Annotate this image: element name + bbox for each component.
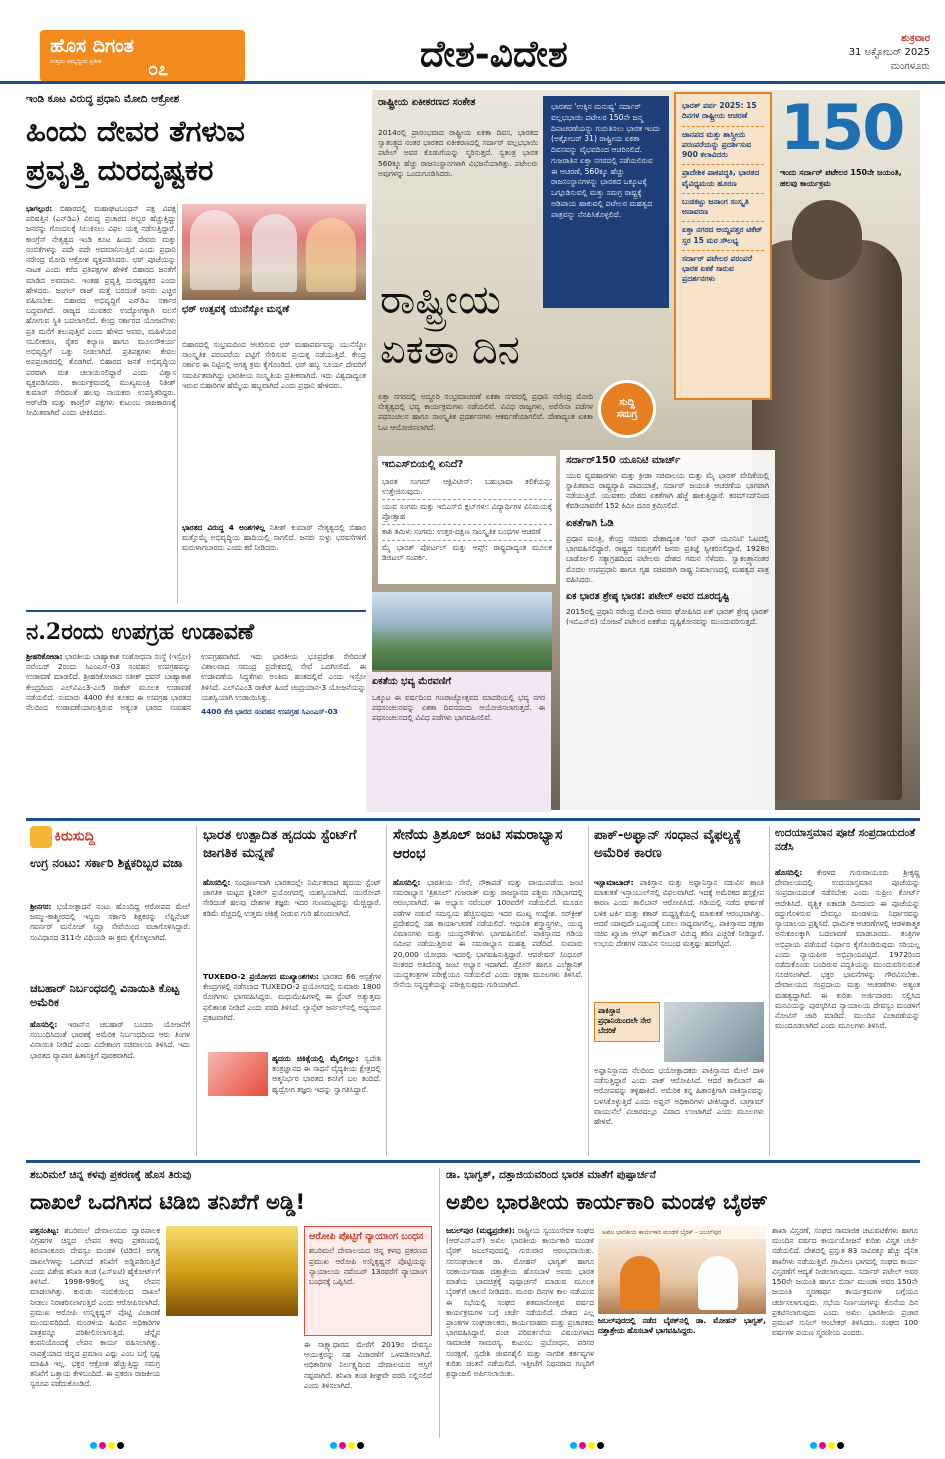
- print-register-marks: [810, 1442, 870, 1452]
- rss-photo-caption: ಜಬಲ್‌ಪುರದಲ್ಲಿ ನಡೆದ ಬೈಠಕ್‌ನಲ್ಲಿ ಡಾ. ಮೋಹನ್ ಭಾಗ್ವತ್, ದತ್ತಾತ್ರೇಯ ಹೊಸಬಾಳೆ ಭಾಗವಹಿಸಿದ್ದರು.: [598, 1316, 766, 1336]
- rss-meeting-photo: [598, 1226, 766, 1314]
- column-divider: [386, 826, 387, 1156]
- lead-kicker: ಇಂಡಿ ಕೂಟ ವಿರುದ್ಧ ಪ್ರಧಾನಿ ಮೋದಿ ಆಕ್ರೋಶ: [26, 93, 180, 105]
- lead-body: ಭಾಗಲ್ಪುರ: ಬಿಹಾರದಲ್ಲಿ ಮಹಾಘಟಬಂಧನ್ ಪಕ್ಷ ವಿಪಕ್ಷ ಪರಿಷತ್ತಿನ (ಎನ್‌ಡಿಎ) ವಿರುದ್ಧ ಪ್ರಚಾರದ ಅಬ್ಬರ ಹೆಚ್ಚುತ್ತಿದ್ದು ಜನರನ್ನು ಗೊಂದಲಕ್ಕೆ ಸಿಲುಕಿಸಲು ವಿಫಲ ಯತ್ನ ನಡೆಸುತ್ತಿದ್ದಾರೆ. ಕಾಂಗ್ರೆಸ್ ನೇತೃತ್ವದ ಇಂಡಿ ಕೂಟ ಹಿಂದು ದೇವರು ಮತ್ತು ನಂಬಿಕೆಗಳನ್ನು ಪದೇ ಪದೇ ಅವಮಾನಿಸುತ್ತಿದೆ ಎಂದು ಪ್ರಧಾನಿ ನರೇಂದ್ರ ಮೋದಿ ಆಕ್ರೋಶ ವ್ಯಕ್ತಪಡಿಸಿದರು. ಛಠ್ ಪೂಜೆಯನ್ನು ನಾಟಕ ಎಂದು ಕರೆದ ಪ್ರತಿಪಕ್ಷಗಳ ಹೇಳಿಕೆ ಬಿಹಾರದ ಜನತೆಗೆ ಮಾಡಿದ ಅವಮಾನ. ಇಂತಹ ಪ್ರವೃತ್ತಿ ದುರದೃಷ್ಟಕರ ಎಂದು ಹೇಳಿದರು. ಜಂಗಲ್ ರಾಜ್ ಮತ್ತೆ ಬರದಂತೆ ಜನರು ಎಚ್ಚರ ವಹಿಸಬೇಕು. ಬಿಹಾರದ ಅಭಿವೃದ್ಧಿಗೆ ಎನ್‌ಡಿಎ ಸರ್ಕಾರ ಬದ್ಧವಾಗಿದೆ. ರಾಜ್ಯದ ಯುವಕರು ಉದ್ಯೋಗಕ್ಕಾಗಿ ವಲಸೆ ಹೋಗುವ ಸ್ಥಿತಿ ಬದಲಾಗಲಿದೆ. ಕೇಂದ್ರ ಸರ್ಕಾರದ ಯೋಜನೆಗಳು ಪ್ರತಿ ಮನೆಗೆ ತಲುಪುತ್ತಿವೆ ಎಂದು ಹೇಳಿದ ಅವರು, ಮಹಿಳೆಯರ ಸಬಲೀಕರಣ, ರೈತರ ಕಲ್ಯಾಣ ಹಾಗೂ ಮೂಲಸೌಕರ್ಯ ಅಭಿವೃದ್ಧಿಗೆ ಒತ್ತು ನೀಡಲಾಗಿದೆ. ಪ್ರತಿಪಕ್ಷಗಳು ಕೇವಲ ಅಪಪ್ರಚಾರದಲ್ಲಿ ತೊಡಗಿವೆ. ಬಿಹಾರದ ಜನತೆ ಅಭಿವೃದ್ಧಿಯ ಪರವಾಗಿ ಮತ ಚಲಾಯಿಸಲಿದ್ದಾರೆ ಎಂದು ವಿಶ್ವಾಸ ವ್ಯಕ್ತಪಡಿಸಿದರು. ಕಾರ್ಯಕ್ರಮದಲ್ಲಿ ಮುಖ್ಯಮಂತ್ರಿ ನಿತೀಶ್ ಕುಮಾರ್ ಸೇರಿದಂತೆ ಹಲವು ನಾಯಕರು ಉಪಸ್ಥಿತರಿದ್ದರು. ಆರ್‌ಜೆಡಿ ಮತ್ತು ಕಾಂಗ್ರೆಸ್ ಪಕ್ಷಗಳು ಕುಟುಂಬ ರಾಜಕಾರಣಕ್ಕೆ ಸೀಮಿತವಾಗಿವೆ ಎಂದು ಟೀಕಿಸಿದರು.: [26, 204, 176, 418]
- bharat-parv-list: [674, 92, 772, 400]
- potti-box: ಆರೋಪಿ ಪೊಟ್ಟಿಗೆ ನ್ಯಾಯಾಂಗ ಬಂಧನ ಶಬರಿಮಲೆ ದೇವಾಲಯದ ಚಿನ್ನ ಕಳವು ಪ್ರಕರಣದ ಪ್ರಮುಖ ಆರೋಪಿ ಉನ್ನಿಕೃಷ್ಣನ್ ಪೊಟ್ಟಿಯನ್ನು ನ್ಯಾಯಾಲಯ ನವೆಂಬರ್ 13ರವರೆಗೆ ನ್ಯಾಯಾಂಗ ಬಂಧನಕ್ಕೆ ಒಪ್ಪಿಸಿದೆ.: [304, 1226, 432, 1336]
- stent-photo: [208, 1052, 268, 1096]
- satellite-body: ಶ್ರೀಹರಿಕೋಟಾ: ಭಾರತೀಯ ಬಾಹ್ಯಾಕಾಶ ಸಂಶೋಧನಾ ಸಂಸ್ಥೆ (ಇಸ್ರೋ) ನವೆಂಬರ್ 2ರಂದು ಸಿಎಂಎಸ್-03 ಸಂವಹನ ಉಪಗ್ರಹವನ್ನು ಉಡಾವಣೆ ಮಾಡಲಿದೆ. ಶ್ರೀಹರಿಕೋಟಾದ ಸತೀಶ್ ಧವನ್ ಬಾಹ್ಯಾಕಾಶ ಕೇಂದ್ರದಿಂದ ಎಲ್‌ವಿಎಂ3-ಎಂ5 ರಾಕೆಟ್ ಮೂಲಕ ಉಡಾವಣೆ ನಡೆಯಲಿದೆ. ಸುಮಾರು 4400 ಕೆಜಿ ತೂಕದ ಈ ಉಪಗ್ರಹ ಭಾರತದ ನೆಲದಿಂದ ಉಡಾವಣೆಯಾಗುತ್ತಿರುವ ಅತ್ಯಂತ ಭಾರದ ಸಂವಹನ ಉಪಗ್ರಹವಾಗಿದೆ. ಇದು ಭಾರತೀಯ ಭೂಪ್ರದೇಶ ಸೇರಿದಂತೆ ವಿಶಾಲವಾದ ಸಮುದ್ರ ಪ್ರದೇಶದಲ್ಲಿ ಸೇವೆ ಒದಗಿಸಲಿದೆ. ಈ ಉಡಾವಣೆಯ ಸಿದ್ಧತೆಗಳು ಅಂತಿಮ ಹಂತದಲ್ಲಿವೆ ಎಂದು ಇಸ್ರೋ ತಿಳಿಸಿದೆ. ಎಲ್‌ವಿಎಂ3 ರಾಕೆಟ್ ಹಿಂದೆ ಚಂದ್ರಯಾನ-3 ಯೋಜನೆಯನ್ನು ಯಶಸ್ವಿಯಾಗಿ ಉಡಾಯಿಸಿತ್ತು. 4400 ಕೆಜಿ ಭಾರದ ಸಂವಹನ ಉಪಗ್ರಹ ಸಿಎಂಎಸ್-03: [26, 652, 366, 717]
- satellite-headline[interactable]: ನ.2ರಂದು ಉಪಗ್ರಹ ಉಡಾವಣೆ: [26, 619, 254, 645]
- ebsb-item: ಯುವ ಸಂಗಮ ಮತ್ತು ಇಬಿಎಸ್‌ಬಿ ಕ್ಲಬ್‌ಗಳು: ವಿದ್ಯಾರ್ಥಿಗಳ ವಿನಿಮಯಕ್ಕೆ ಪ್ರೋತ್ಸಾಹ: [382, 500, 552, 525]
- column-divider: [769, 826, 770, 1156]
- sabarimala-body: ಪತ್ತನಂತಿಟ್ಟ: ಶಬರಿಮಲೆ ದೇವಾಲಯದ ದ್ವಾರಪಾಲಕ ವಿಗ್ರಹಗಳ ಚಿನ್ನದ ಲೇಪನ ಕಳವು ಪ್ರಕರಣದಲ್ಲಿ ತಿರುವಾಂಕೂರು ದೇವಸ್ವಂ ಮಂಡಳಿ (ಟಿಡಿಬಿ) ಅಗತ್ಯ ದಾಖಲೆಗಳನ್ನು ಒದಗಿಸದೆ ತನಿಖೆಗೆ ಅಡ್ಡಿಪಡಿಸುತ್ತಿದೆ ಎಂದು ವಿಶೇಷ ತನಿಖಾ ತಂಡ (ಎಸ್‌ಐಟಿ) ಹೈಕೋರ್ಟ್‌ಗೆ ತಿಳಿಸಿದೆ. 1998-99ರಲ್ಲಿ ಚಿನ್ನ ಲೇಪನ ಮಾಡಲಾಗಿತ್ತು. ಕುರುಡು ನಂಬಿಕೆಯಿಂದ ದಾಖಲೆ ನೀಡಲು ನಿರಾಕರಿಸಲಾಗುತ್ತಿದೆ ಎಂದು ಆರೋಪಿಸಲಾಗಿದೆ. ಪ್ರಮುಖ ಆರೋಪಿ ಉನ್ನಿಕೃಷ್ಣನ್ ಪೊಟ್ಟಿ ವಿಚಾರಣೆ ಮುಂದುವರಿದಿದೆ. ಮಂಡಳಿಯ ಹಿಂದಿನ ಅಧಿಕಾರಿಗಳ ಪಾತ್ರವನ್ನೂ ಪರಿಶೀಲಿಸಲಾಗುತ್ತಿದೆ. ಚೆನ್ನೈನ ಕಂಪನಿಯೊಂದಕ್ಕೆ ಲೇಪನ ಕಾರ್ಯ ವಹಿಸಲಾಗಿತ್ತು. ನಾಪತ್ತೆಯಾದ ಚಿನ್ನದ ಪ್ರಮಾಣ ಎಷ್ಟು ಎಂಬ ಬಗ್ಗೆ ಸ್ಪಷ್ಟ ಮಾಹಿತಿ ಇಲ್ಲ. ಭಕ್ತರ ಆಕ್ರೋಶ ಹೆಚ್ಚುತ್ತಿದ್ದು ಸಮಗ್ರ ತನಿಖೆಗೆ ಒತ್ತಾಯ ಕೇಳಿಬಂದಿದೆ. ಈ ಪ್ರಕರಣ ರಾಜಕೀಯ ಸ್ವರೂಪ ಪಡೆದುಕೊಂಡಿದೆ.: [30, 1226, 160, 1389]
- bharat-parv-item: ಏಕ್ತಾ ನಗರದ ಆಯ್ದಪತ್ತರ ಟಿಕೆಟ್ ಸ್ತರ 15 ಮರ ಸೌಲಭ್ಯ: [682, 222, 764, 251]
- rss-body-2: ಶಾಖಾ ವಿಸ್ತರಣೆ, ಸಂಘದ ಸಾಮಾಜಿಕ ಚಟುವಟಿಕೆಗಳು ಹಾಗೂ ಮುಂದಿನ ವರ್ಷದ ಕಾರ್ಯಯೋಜನೆ ಕುರಿತು ವಿಸ್ತೃತ ಚರ್ಚೆ ನಡೆಯಲಿದೆ. ದೇಶದಲ್ಲಿ ಪ್ರಸ್ತುತ 83 ಸಾವಿರಕ್ಕೂ ಹೆಚ್ಚು ದೈನಿಕ ಶಾಖೆಗಳು ನಡೆಯುತ್ತಿವೆ. ಗ್ರಾಮೀಣ ಭಾಗದಲ್ಲಿ ಸಂಘದ ಕಾರ್ಯ ವಿಸ್ತರಣೆಗೆ ಆದ್ಯತೆ ನೀಡಲಾಗುವುದು. ಸರ್ದಾರ್ ಪಟೇಲ್ ಅವರ 150ನೇ ಜಯಂತಿ ಹಾಗೂ ಬಿರ್ಸಾ ಮುಂಡಾ ಅವರ 150ನೇ ಜಯಂತಿ ಸ್ಮರಣಾರ್ಥ ಕಾರ್ಯಕ್ರಮಗಳ ಬಗ್ಗೆಯೂ ಚರ್ಚಿಸಲಾಗುವುದು. ಸಭೆಯ ನಿರ್ಣಯಗಳನ್ನು ಕೊನೆಯ ದಿನ ಪ್ರಕಟಿಸಲಾಗುವುದು ಎಂದು ಅಖಿಲ ಭಾರತೀಯ ಪ್ರಚಾರ ಪ್ರಮುಖ್ ಸುನಿಲ್ ಆಂಬೇಕರ್ ತಿಳಿಸಿದರು. ಸಂಘದ 100 ವರ್ಷಗಳ ಪಯಣ ಸ್ಮರಣೀಯ ಎಂದರು.: [772, 1226, 918, 1338]
- sabarimala-headline[interactable]: ದಾಖಲೆ ಒದಗಿಸದ ಟಿಡಿಬಿ ತನಿಖೆಗೆ ಅಡ್ಡಿ!: [30, 1190, 306, 1214]
- section-rule: [26, 610, 366, 612]
- pak-afghan-photo: [664, 1002, 764, 1062]
- guruvayur-headline[interactable]: ಉದಯಾಸ್ತಮಾನ ಪೂಜೆ ಸಂಪ್ರದಾಯದಂತೆ ನಡೆಸಿ: [775, 827, 916, 854]
- ebsb-box: ಇಬಿಎಸ್‌ಬಿಯಲ್ಲಿ ಏನಿದೆ? ಭಾರತ ಸಂಗಮ್ ಆಕ್ಟಿವಿಟೀಸ್: ಬಹುಭಾಷಾ ಕಲಿಕೆಯನ್ನು ಉತ್ತೇಜಿಸುವುದು. ಯುವ ಸಂಗಮ ಮತ್ತು ಇಬಿಎಸ್‌ಬಿ ಕ್ಲಬ್‌ಗಳು: ವಿದ್ಯಾರ್ಥಿಗಳ ವಿನಿಮಯಕ್ಕೆ ಪ್ರೋತ್ಸಾಹ ಕಾಶಿ ತಮಿಳು ಸಂಗಮ: ಉತ್ತರ-ದಕ್ಷಿಣ ಸಾಂಸ್ಕೃತಿಕ ಬಂಧಗಳ ಆಚರಣೆ ಮೈ ಭಾರತ್ ಪೋರ್ಟಲ್ ಮತ್ತು ಆಪ್ಸ್: ರಾಷ್ಟ್ರದಾದ್ಯಂತ ಮೂಲಕ ಡಿಜಿಟಲ್ ಸಂಪರ್ಕ.: [378, 456, 556, 584]
- column-divider: [196, 826, 197, 1156]
- rss-headline[interactable]: ಅಖಿಲ ಭಾರತೀಯ ಕಾರ್ಯಕಾರಿ ಮಂಡಳಿ ಬೈಠಕ್: [446, 1190, 768, 1214]
- lead-headline[interactable]: ಹಿಂದು ದೇವರ ತೆಗಳುವ ಪ್ರವೃತ್ತಿ ದುರದೃಷ್ಟಕರ: [26, 114, 245, 187]
- chhath-subhead: ಛಠ್ ಉತ್ಸವಕ್ಕೆ ಯುನೆಸ್ಕೋ ಮನ್ನಣೆ: [182, 304, 290, 315]
- column-divider: [439, 1168, 440, 1438]
- ebsb-item: ಭಾರತ ಸಂಗಮ್ ಆಕ್ಟಿವಿಟೀಸ್: ಬಹುಭಾಷಾ ಕಲಿಕೆಯನ್ನು ಉತ್ತೇಜಿಸುವುದು.: [382, 475, 552, 500]
- trishul-body: ಹೊಸದಿಲ್ಲಿ: ಭಾರತೀಯ ಸೇನೆ, ನೌಕಾಪಡೆ ಮತ್ತು ವಾಯುಪಡೆಯ ಜಂಟಿ ಸಮರಾಭ್ಯಾಸ 'ತ್ರಿಶೂಲ್' ಗುಜರಾತ್ ಮತ್ತು ರಾಜಸ್ಥಾನದ ಪಶ್ಚಿಮ ಗಡಿಭಾಗದಲ್ಲಿ ಆರಂಭವಾಗಿದೆ. ಈ ಅಭ್ಯಾಸ ನವೆಂಬರ್ 10ರವರೆಗೆ ನಡೆಯಲಿದೆ. ಮೂರೂ ಪಡೆಗಳ ನಡುವೆ ಸಮನ್ವಯ ಹೆಚ್ಚಿಸುವುದು ಇದರ ಮುಖ್ಯ ಉದ್ದೇಶ. ಸರ್‌ಕ್ರೀಕ್ ಪ್ರದೇಶದಲ್ಲಿ ಸಹ ಕಾರ್ಯಾಚರಣೆ ನಡೆಯಲಿದೆ. ಆಧುನಿಕ ಶಸ್ತ್ರಾಸ್ತ್ರಗಳು, ಯುದ್ಧ ವಿಮಾನಗಳು ಮತ್ತು ಯುದ್ಧನೌಕೆಗಳು ಭಾಗವಹಿಸಲಿವೆ. ಪಾಕಿಸ್ತಾನದ ಗಡಿಯ ಸಮೀಪ ನಡೆಯುತ್ತಿರುವ ಈ ಸಮರಾಭ್ಯಾಸ ಮಹತ್ವ ಪಡೆದಿದೆ. ಸುಮಾರು 20,000 ಯೋಧರು ಇದರಲ್ಲಿ ಭಾಗವಹಿಸುತ್ತಿದ್ದಾರೆ. ಆಪರೇಷನ್ ಸಿಂಧೂರ್ ನಂತರದ ಅತಿದೊಡ್ಡ ಜಂಟಿ ಅಭ್ಯಾಸ ಇದಾಗಿದೆ. ಡ್ರೋನ್ ಹಾಗೂ ಎಲೆಕ್ಟ್ರಾನಿಕ್ ಯುದ್ಧತಂತ್ರಗಳ ಪರೀಕ್ಷೆಯೂ ನಡೆಯಲಿದೆ ಎಂದು ರಕ್ಷಣಾ ಮೂಲಗಳು ತಿಳಿಸಿವೆ. ಸೇನೆಯ ಸನ್ನದ್ಧತೆಯನ್ನು ಪರೀಕ್ಷಿಸುವುದು ಗುರಿಯಾಗಿದೆ.: [393, 878, 583, 990]
- stent-subsection-2: ಹೃದಯ ಚಿಕಿತ್ಸೆಯಲ್ಲಿ ಮೈಲಿಗಲ್ಲು: ಸ್ವದೇಶಿ ತಂತ್ರಜ್ಞಾನದ ಈ ಸಾಧನೆ ವೈದ್ಯಕೀಯ ಕ್ಷೇತ್ರದಲ್ಲಿ ಆತ್ಮನಿರ್ಭರ ಭಾರತದ ಕನಸಿಗೆ ಬಲ ತಂದಿದೆ. ಹೃದ್ರೋಗ ತಜ್ಞರು ಇದನ್ನು ಸ್ವಾಗತಿಸಿದ್ದಾರೆ.: [272, 1054, 381, 1094]
- figure-shape: [698, 1256, 738, 1310]
- issue-day: ಶುಕ್ರವಾರ: [901, 33, 930, 44]
- kirusuddi-head-2[interactable]: ಚಬಹಾರ್ ನಿರ್ಬಂಧದಲ್ಲಿ ವಿನಾಯಿತಿ ಕೊಟ್ಟ ಅಮೆರಿಕ: [30, 982, 180, 1010]
- section-rule: [26, 818, 920, 821]
- ebsb-item: ಮೈ ಭಾರತ್ ಪೋರ್ಟಲ್ ಮತ್ತು ಆಪ್ಸ್: ರಾಷ್ಟ್ರದಾದ್ಯಂತ ಮೂಲಕ ಡಿಜಿಟಲ್ ಸಂಪರ್ಕ.: [382, 542, 552, 562]
- figure-shape: [252, 214, 297, 292]
- kirusuddi-label: ಕಿರುಸುದ್ದಿ: [30, 826, 190, 852]
- issue-date: 31 ಅಕ್ಟೋಬರ್ 2025: [848, 47, 930, 58]
- masthead: [0, 0, 945, 84]
- newspaper-logo[interactable]: [40, 30, 245, 82]
- chhath-body: ಬಿಹಾರದಲ್ಲಿ ಸಂಭ್ರಮದಿಂದ ಆಚರಿಸುವ ಛಠ್ ಮಹಾಪರ್ವವನ್ನು ಯುನೆಸ್ಕೋ ಸಾಂಸ್ಕೃತಿಕ ಪರಂಪರೆಯ ಪಟ್ಟಿಗೆ ಸೇರಿಸುವ ಪ್ರಯತ್ನ ನಡೆಯುತ್ತಿದೆ. ಕೇಂದ್ರ ಸರ್ಕಾರ ಈ ನಿಟ್ಟಿನಲ್ಲಿ ಅಗತ್ಯ ಕ್ರಮ ಕೈಗೊಂಡಿದೆ. ಛಠ್ ಹಬ್ಬ ಸೂರ್ಯ ದೇವರಿಗೆ ಸಮರ್ಪಿತವಾಗಿದ್ದು ಭಾರತೀಯ ಸಂಸ್ಕೃತಿಯ ಪ್ರತೀಕವಾಗಿದೆ. ಇದು ವಿಶ್ವದಾದ್ಯಂತ ಇರುವ ಬಿಹಾರಿಗಳ ಹೆಮ್ಮೆಯ ಹಬ್ಬವಾಗಿದೆ ಎಂದು ಪ್ರಧಾನಿ ಹೇಳಿದರು.: [182, 340, 366, 390]
- stent-body: ಹೊಸದಿಲ್ಲಿ: ಸಂಪೂರ್ಣವಾಗಿ ಭಾರತದಲ್ಲೇ ನಿರ್ಮಿತವಾದ ಹೃದಯ ಸ್ಟೆಂಟ್ ಜಾಗತಿಕ ಮಟ್ಟದ ಕ್ಲಿನಿಕಲ್ ಪ್ರಯೋಗದಲ್ಲಿ ಯಶಸ್ವಿಯಾಗಿದೆ. ಯುರೋಪ್ ಸೇರಿದಂತೆ ಹಲವು ದೇಶಗಳ ತಜ್ಞರು ಇದರ ಗುಣಮಟ್ಟವನ್ನು ಮೆಚ್ಚಿದ್ದಾರೆ. ಕಡಿಮೆ ವೆಚ್ಚದಲ್ಲಿ ಉತ್ತಮ ಚಿಕಿತ್ಸೆ ನೀಡುವ ಗುರಿ ಹೊಂದಲಾಗಿದೆ.: [203, 878, 381, 918]
- ekta-nagar-para: ಏಕ್ತಾ ನಗರದಲ್ಲಿ ಅದ್ದೂರಿ ಸಂಭ್ರಮಾಚರಣೆ ಏಕತಾ ನಗರದಲ್ಲಿ ಪ್ರಧಾನಿ ನರೇಂದ್ರ ಮೋದಿ ನೇತೃತ್ವದಲ್ಲಿ ಭವ್ಯ ಕಾರ್ಯಕ್ರಮಗಳು ನಡೆಯಲಿವೆ. ವಿವಿಧ ರಾಜ್ಯಗಳು, ಅರೆಸೇನಾ ಪಡೆಗಳ ಪಥಸಂಚಲನ ಹಾಗೂ ಸಾಂಸ್ಕೃತಿಕ ಪ್ರದರ್ಶನಗಳು ಆಕರ್ಷಣೆಯಾಗಲಿವೆ. ದೇಶಾದ್ಯಂತ ಏಕತಾ ಓಟ ಆಯೋಜಿಸಲಾಗಿದೆ.: [378, 392, 593, 432]
- edition-city: ಮಂಗಳೂರು: [890, 61, 930, 72]
- print-register-marks: [330, 1442, 390, 1452]
- figure-shape: [620, 1256, 660, 1310]
- ekta-nagar-aerial-photo: [372, 592, 552, 670]
- page-number: ೦೭: [148, 59, 169, 80]
- section-rule: [26, 1160, 920, 1163]
- bharat-parv-item: ಭಾರತ್ ಪರ್ವ 2025: 15 ದಿನಗಳ ರಾಷ್ಟ್ರೀಯ ಆಚರಣೆ: [682, 98, 764, 127]
- bharat-parv-item: ಸರ್ದಾರ್ ಪಟೇಲರ ಪರಂಪರೆ ಭಾರತ ಏಕತೆ ಸಾರುವ ಪ್ರದರ್ಶನಗಳು: [682, 253, 753, 284]
- unity-kicker: ರಾಷ್ಟ್ರೀಯ ಏಕೀಕರಣದ ಸಂಕೇತ: [378, 97, 476, 108]
- section-title: ದೇಶ-ವಿದೇಶ: [420, 33, 568, 75]
- sabarimala-kicker: ಶಬರಿಮಲೆ ಚಿನ್ನ ಕಳವು ಪ್ರಕರಣಕ್ಕೆ ಹೊಸ ತಿರುವು: [30, 1169, 192, 1181]
- pak-afghan-body: ಇಸ್ಲಾಮಾಬಾದ್: ಪಾಕಿಸ್ತಾನ ಮತ್ತು ಅಫ್ಘಾನಿಸ್ತಾನ ನಡುವಿನ ಶಾಂತಿ ಮಾತುಕತೆ ಇಸ್ತಾಂಬುಲ್‌ನಲ್ಲಿ ವಿಫಲವಾಗಿದೆ. ಇದಕ್ಕೆ ಅಮೆರಿಕದ ಹಸ್ತಕ್ಷೇಪ ಕಾರಣ ಎಂದು ತಾಲಿಬಾನ್ ಆರೋಪಿಸಿದೆ. ಗಡಿಯಲ್ಲಿ ನಡೆದ ಘರ್ಷಣೆ ಬಳಿಕ ಟರ್ಕಿ ಮತ್ತು ಕತಾರ್ ಮಧ್ಯಸ್ಥಿಕೆಯಲ್ಲಿ ಮಾತುಕತೆ ಆರಂಭವಾಗಿತ್ತು. ಆದರೆ ಯಾವುದೇ ಒಪ್ಪಂದಕ್ಕೆ ಬರಲು ಸಾಧ್ಯವಾಗಲಿಲ್ಲ. ಪಾಕಿಸ್ತಾನದ ರಕ್ಷಣಾ ಸಚಿವ ಖ್ವಾಜಾ ಆಸಿಫ್ ತಾಲಿಬಾನ್ ವಿರುದ್ಧ ಕಠಿಣ ಎಚ್ಚರಿಕೆ ನೀಡಿದ್ದಾರೆ. ಉಭಯ ದೇಶಗಳ ನಡುವಿನ ಸಂಬಂಧ ಮತ್ತಷ್ಟು ಹದಗೆಟ್ಟಿದೆ.: [594, 878, 764, 949]
- modi-rally-photo: [182, 204, 366, 300]
- unity-blue-box: ಭಾರತದ 'ಉಕ್ಕಿನ ಮನುಷ್ಯ' ಸರ್ದಾರ್ ವಲ್ಲಭಭಾಯಿ ಪಟೇಲರ 150ನೇ ಜನ್ಮ ದಿನಾಚರಣೆಯನ್ನು ಗುರುತಿಸಲು ಭಾರತ ಇಂದು (ಅಕ್ಟೋಬರ್ 31) ರಾಷ್ಟ್ರೀಯ ಏಕತಾ ದಿವಸವನ್ನು ವೈಭವದಿಂದ ಆಚರಿಸಲಿದೆ. ಗುಜರಾತಿನ ಏಕ್ತಾ ನಗರದಲ್ಲಿ ನಡೆಯಲಿರುವ ಈ ಆಚರಣೆ, 560ಕ್ಕೂ ಹೆಚ್ಚು ರಾಜಸಂಸ್ಥಾನಗಳನ್ನು ಭಾರತದ ಒಕ್ಕೂಟಕ್ಕೆ ಒಗ್ಗೂಡಿಸುವಲ್ಲಿ ಮತ್ತು ಸಮಗ್ರ ರಾಷ್ಟ್ರಕ್ಕೆ ಅಡಿಪಾಯ ಹಾಕುವಲ್ಲಿ ಪಟೇಲರ ಮಹತ್ವದ ಪಾತ್ರವನ್ನು ನೆನಪಿಸಿಕೊಳ್ಳಲಿದೆ.: [543, 96, 669, 308]
- ebsb-item: ಕಾಶಿ ತಮಿಳು ಸಂಗಮ: ಉತ್ತರ-ದಕ್ಷಿಣ ಸಾಂಸ್ಕೃತಿಕ ಬಂಧಗಳ ಆಚರಣೆ: [382, 525, 552, 540]
- rss-body: ಜಬಲ್‌ಪುರ (ಮಧ್ಯಪ್ರದೇಶ): ರಾಷ್ಟ್ರೀಯ ಸ್ವಯಂಸೇವಕ ಸಂಘದ (ಆರ್‌ಎಸ್‌ಎಸ್) ಅಖಿಲ ಭಾರತೀಯ ಕಾರ್ಯಕಾರಿ ಮಂಡಳಿ ಬೈಠಕ್ ಜಬಲ್‌ಪುರದಲ್ಲಿ ಗುರುವಾರ ಆರಂಭವಾಯಿತು. ಸರಸಂಘಚಾಲಕ ಡಾ. ಮೋಹನ್ ಭಾಗ್ವತ್ ಹಾಗೂ ಸರಕಾರ್ಯವಾಹ ದತ್ತಾತ್ರೇಯ ಹೊಸಬಾಳೆ ಅವರು ಭಾರತ ಮಾತೆಯ ಭಾವಚಿತ್ರಕ್ಕೆ ಪುಷ್ಪಾರ್ಚನೆ ಮಾಡುವ ಮೂಲಕ ಬೈಠಕ್‌ಗೆ ಚಾಲನೆ ನೀಡಿದರು. ಮೂರು ದಿನಗಳ ಕಾಲ ನಡೆಯುವ ಈ ಸಭೆಯಲ್ಲಿ ಸಂಘದ ಶತಮಾನೋತ್ಸವ ವರ್ಷದ ಕಾರ್ಯಕ್ರಮಗಳ ಬಗ್ಗೆ ಚರ್ಚೆ ನಡೆಯಲಿದೆ. ದೇಶದ ಎಲ್ಲ ಪ್ರಾಂತಗಳ ಸಂಘಚಾಲಕರು, ಕಾರ್ಯವಾಹರು ಮತ್ತು ಪ್ರಚಾರಕರು ಭಾಗವಹಿಸಿದ್ದಾರೆ. ಪಂಚ ಪರಿವರ್ತನೆಯ ವಿಷಯಗಳಾದ ಸಾಮಾಜಿಕ ಸಾಮರಸ್ಯ, ಕುಟುಂಬ ಪ್ರಬೋಧನ, ಪರಿಸರ ಸಂರಕ್ಷಣೆ, ಸ್ವದೇಶಿ ಜೀವನಶೈಲಿ ಮತ್ತು ನಾಗರಿಕ ಕರ್ತವ್ಯಗಳ ಕುರಿತು ಚಿಂತನೆ ನಡೆಯಲಿದೆ. ಇತ್ತೀಚೆಗೆ ನಿಧನರಾದ ಗಣ್ಯರಿಗೆ ಶ್ರದ್ಧಾಂಜಲಿ ಅರ್ಪಿಸಲಾಯಿತು.: [446, 1226, 594, 1379]
- badge-150: 150: [780, 91, 904, 164]
- column-divider: [588, 826, 589, 1156]
- chhath-body-2: ಭಾರತದ ವಿರುದ್ಧ 4 ಅಂಶಗಳಿಲ್ಲ ನಿತೀಶ್ ಕುಮಾರ್ ನೇತೃತ್ವದಲ್ಲಿ ಬಿಹಾರ ಮತ್ತೊಮ್ಮೆ ಅಭಿವೃದ್ಧಿಯ ಹಾದಿಯಲ್ಲಿ ಸಾಗಲಿದೆ. ಜನರು ಸುಳ್ಳು ಭರವಸೆಗಳಿಗೆ ಮರುಳಾಗಬಾರದು ಎಂದು ಕರೆ ನೀಡಿದರು.: [182, 523, 366, 553]
- megaphone-icon: [30, 826, 52, 848]
- suddi-samagra-badge: ಸುದ್ದಿ ಸಮಗ್ರ: [598, 380, 656, 438]
- bharat-parv-item: ಬುಡಕಟ್ಟು ಜನಾಂಗ ಸಂಸ್ಕೃತಿ ಅನಾವರಣ: [682, 194, 764, 223]
- stent-headline[interactable]: ಭಾರತ ಉತ್ಪಾದಿತ ಹೃದಯ ಸ್ಟೆಂಟ್‌ಗೆ ಜಾಗತಿಕ ಮನ್ನಣೆ: [203, 827, 357, 862]
- logo-tagline: ಉತ್ತಮ ಸಮೃದ್ಧಿಯ ಪ್ರತೀಕ: [50, 57, 102, 65]
- kirusuddi-body-1: ಶ್ರೀನಗರ: ಭಯೋತ್ಪಾದನೆ ನಂಟು ಹೊಂದಿದ್ದ ಆರೋಪದ ಮೇಲೆ ಜಮ್ಮು-ಕಾಶ್ಮೀರದಲ್ಲಿ ಇಬ್ಬರು ಸರ್ಕಾರಿ ಶಿಕ್ಷಕರನ್ನು ಲೆಫ್ಟಿನೆಂಟ್ ಗವರ್ನರ್ ಮನೋಜ್ ಸಿನ್ಹಾ ಸೇವೆಯಿಂದ ವಜಾಗೊಳಿಸಿದ್ದಾರೆ. ಸಂವಿಧಾನದ 311ನೇ ವಿಧಿಯಡಿ ಈ ಕ್ರಮ ಕೈಗೊಳ್ಳಲಾಗಿದೆ.: [30, 902, 190, 942]
- satellite-highlight: 4400 ಕೆಜಿ ಭಾರದ ಸಂವಹನ ಉಪಗ್ರಹ ಸಿಎಂಎಸ್-03: [201, 707, 338, 717]
- print-register-marks: [570, 1442, 630, 1452]
- pak-pm-box: ಪಾಕಿಸ್ತಾನ ಪ್ರಧಾನಿಯಿಂದಲೇ ನೇರ ಬೆದರಿಕೆ: [594, 1002, 660, 1042]
- rss-photo-banner: ಅಖಿಲ ಭಾರತೀಯ ಕಾರ್ಯಕಾರಿ ಮಂಡಳಿ ಬೈಠಕ್ - ಜಬಲ್‌ಪುರ: [598, 1226, 766, 1239]
- dateline-block: [790, 32, 930, 74]
- unity-intro: 2014ರಲ್ಲಿ ಪ್ರಾರಂಭವಾದ ರಾಷ್ಟ್ರೀಯ ಏಕತಾ ದಿವಸ, ಭಾರತದ ಸ್ವಾತಂತ್ರ್ಯದ ನಂತರ ಭಾರತದ ಏಕೀಕರಣದಲ್ಲಿ ಸರ್ದಾರ್ ವಲ್ಲಭಭಾಯಿ ಪಟೇಲ್ ಅವರ ಕೊಡುಗೆಯನ್ನು ಸ್ಮರಿಸುತ್ತದೆ. ಸ್ವತಂತ್ರ ಭಾರತ 560ಕ್ಕೂ ಹೆಚ್ಚು ರಾಜಸಂಸ್ಥಾನಗಳಾಗಿ ವಿಭಜನೆಯಾಗಿತ್ತು. ಪಟೇಲರು ಅವುಗಳನ್ನು ಒಂದುಗೂಡಿಸಿದರು.: [378, 128, 538, 178]
- kirusuddi-body-2: ಹೊಸದಿಲ್ಲಿ: ಇರಾನ್‌ನ ಚಬಹಾರ್ ಬಂದರು ಯೋಜನೆಗೆ ಸಂಬಂಧಿಸಿದಂತೆ ಭಾರತಕ್ಕೆ ಅಮೆರಿಕ ನಿರ್ಬಂಧದಿಂದ ಆರು ತಿಂಗಳ ವಿನಾಯಿತಿ ನೀಡಿದೆ ಎಂದು ವಿದೇಶಾಂಗ ಸಚಿವಾಲಯ ತಿಳಿಸಿದೆ. ಇದು ಭಾರತದ ವ್ಯಾಪಾರ ಹಿತಾಸಕ್ತಿಗೆ ಪೂರಕವಾಗಿದೆ.: [30, 1020, 190, 1060]
- rss-kicker: ಡಾ. ಭಾಗ್ವತ್, ದತ್ತಾಜಿಯವರಿಂದ ಭಾರತ ಮಾತೆಗೆ ಪುಷ್ಪಾರ್ಚನೆ: [446, 1169, 656, 1181]
- column-divider: [177, 204, 178, 604]
- unity-big-title: ರಾಷ್ಟ್ರೀಯ ಏಕತಾ ದಿನ: [380, 277, 520, 373]
- print-register-marks: [90, 1442, 150, 1452]
- trishul-headline[interactable]: ಸೇನೆಯ ತ್ರಿಶೂಲ್ ಜಂಟಿ ಸಮರಾಭ್ಯಾಸ ಆರಂಭ: [393, 827, 563, 862]
- parade-box: ಏಕತೆಯ ಭವ್ಯ ಮೆರವಣಿಗೆ ಒಕ್ಕೂಟ ಈ ವರ್ಷದಿಂದ ಗಣರಾಜ್ಯೋತ್ಸವದ ಮಾದರಿಯಲ್ಲಿ ಭವ್ಯ ನಗರ ಪಥಸಂಚಲನವನ್ನು ಏಕತಾ ದಿವಸದಂದು ಆಯೋಜಿಸಲಾಗುತ್ತದೆ. ಈ ಪಥಸಂಚಲನದಲ್ಲಿ ವಿವಿಧ ಪಡೆಗಳು ಭಾಗವಹಿಸಲಿವೆ.: [366, 672, 551, 812]
- sabarimala-temple-photo: [166, 1226, 298, 1316]
- badge-150-caption: ಇಂದು ಸರ್ದಾರ್ ಪಟೇಲರ 150ನೇ ಜಯಂತಿ, ಹಲವು ಕಾರ್ಯಕ್ರಮ: [780, 168, 902, 188]
- stent-subsection: TUXEDO-2 ಪ್ರಯೋಗದ ಮುಖ್ಯಾಂಶಗಳು: ಭಾರತದ 66 ಆಸ್ಪತ್ರೆಗಳ ಕೇಂದ್ರಗಳಲ್ಲಿ ನಡೆಸಲಾದ TUXEDO-2 ಪ್ರಯೋಗದಲ್ಲಿ ಸುಮಾರು 1800 ರೋಗಿಗಳು ಭಾಗವಹಿಸಿದ್ದರು. ಮಧುಮೇಹಿಗಳಲ್ಲಿ ಈ ಸ್ಟೆಂಟ್ ಅತ್ಯುತ್ತಮ ಫಲಿತಾಂಶ ನೀಡಿದೆ ಎಂದು ವರದಿ ತಿಳಿಸಿದೆ. ಲ್ಯಾನ್ಸೆಟ್ ಜರ್ನಲ್‌ನಲ್ಲಿ ಅಧ್ಯಯನ ಪ್ರಕಟವಾಗಿದೆ.: [203, 972, 381, 1022]
- kirusuddi-head-1[interactable]: ಉಗ್ರ ನಂಟು: ಸರ್ಕಾರಿ ಶಿಕ್ಷಕರಿಬ್ಬರ ವಜಾ: [30, 856, 183, 870]
- pak-afghan-headline[interactable]: ಪಾಕ್-ಅಫ್ಘಾನ್ ಸಂಧಾನ ವೈಫಲ್ಯಕ್ಕೆ ಅಮೆರಿಕ ಕಾರಣ: [594, 827, 741, 862]
- guruvayur-body: ಹೊಸದಿಲ್ಲಿ: ಕೇರಳದ ಗುರುವಾಯೂರು ಶ್ರೀಕೃಷ್ಣ ದೇವಾಲಯದಲ್ಲಿ ಉದಯಾಸ್ತಮಾನ ಪೂಜೆಯನ್ನು ಸಂಪ್ರದಾಯದಂತೆ ನಡೆಸಬೇಕು ಎಂದು ಸುಪ್ರೀಂ ಕೋರ್ಟ್ ಆದೇಶಿಸಿದೆ. ವೃಶ್ಚಿಕ ಏಕಾದಶಿ ದಿನದಂದು ಈ ಪೂಜೆಯನ್ನು ರದ್ದುಗೊಳಿಸುವ ದೇವಸ್ವಂ ಮಂಡಳಿಯ ನಿರ್ಧಾರವನ್ನು ನ್ಯಾಯಾಲಯ ಪ್ರಶ್ನಿಸಿದೆ. ಧಾರ್ಮಿಕ ಆಚರಣೆಗಳಲ್ಲಿ ಆಡಳಿತಾತ್ಮಕ ಅನುಕೂಲಕ್ಕಾಗಿ ಬದಲಾವಣೆ ಮಾಡಬಾರದು. ತಂತ್ರಿಗಳ ಅಭಿಪ್ರಾಯ ಪಡೆಯದೆ ನಿರ್ಧಾರ ಕೈಗೊಂಡಿರುವುದು ಸರಿಯಲ್ಲ ಎಂದು ನ್ಯಾಯಪೀಠ ಅಭಿಪ್ರಾಯಪಟ್ಟಿದೆ. 1972ರಿಂದ ನಡೆದುಕೊಂಡು ಬಂದಿರುವ ಪದ್ಧತಿಯನ್ನು ಮುಂದುವರಿಸುವಂತೆ ಸೂಚಿಸಲಾಗಿದೆ. ಭಕ್ತರ ಭಾವನೆಗಳನ್ನು ಗೌರವಿಸಬೇಕು. ದೇವಾಲಯದ ಸಂಪ್ರದಾಯ ಮತ್ತು ಆಚರಣೆಗಳು ಅತ್ಯಂತ ಮಹತ್ವದ್ದಾಗಿವೆ. ಈ ಕುರಿತು ಅರ್ಜಿದಾರರು ಸಲ್ಲಿಸಿದ ಮನವಿಯನ್ನು ಪುರಸ್ಕರಿಸಿದ ನ್ಯಾಯಾಲಯ ದೇವಸ್ವಂ ಮಂಡಳಿಗೆ ನೋಟಿಸ್ ಜಾರಿ ಮಾಡಿದೆ. ಮುಂದಿನ ವಿಚಾರಣೆಯನ್ನು ಮುಂದೂಡಲಾಗಿದೆ ಎಂದು ಮೂಲಗಳು ತಿಳಿಸಿವೆ.: [775, 868, 920, 1031]
- figure-shape: [306, 218, 356, 292]
- bharat-parv-item: ಜಾನಪದ ಮತ್ತು ಶಾಸ್ತ್ರೀಯ ಪರಂಪರೆಯನ್ನು ಪ್ರದರ್ಶಿಸುವ 900 ಕಲಾವಿದರು: [682, 127, 764, 166]
- statue-head: [792, 200, 862, 280]
- bharat-parv-item: ಪ್ರಾದೇಶಿಕ ಪಾಕಪದ್ಧತಿ, ಭಾರತದ ವೈವಿಧ್ಯಮಯ ಹೂರಣ: [682, 165, 764, 194]
- sabarimala-body-2: ಈ ಸಾಕ್ಷ್ಯಾಧಾರದ ಮೇರೆಗೆ 2019ರ ದೇವಸ್ವಂ ಆಯುಕ್ತರನ್ನು ಸಹ ವಿಚಾರಣೆಗೆ ಒಳಪಡಿಸಲಾಗಿದೆ. ಅಧಿಕಾರಿಗಳ ನಿರ್ಲಕ್ಷ್ಯದಿಂದ ದೇವಾಲಯದ ಆಸ್ತಿಗೆ ನಷ್ಟವಾಗಿದೆ. ತನಿಖಾ ತಂಡ ಶೀಘ್ರವೇ ವರದಿ ಸಲ್ಲಿಸಲಿದೆ ಎಂದು ತಿಳಿಸಲಾಗಿದೆ.: [304, 1340, 432, 1390]
- pak-afghan-body-2: ಅಫ್ಘಾನಿಸ್ತಾನದ ನೆಲದಿಂದ ಭಯೋತ್ಪಾದಕರು ಪಾಕಿಸ್ತಾನದ ಮೇಲೆ ದಾಳಿ ನಡೆಸುತ್ತಿದ್ದಾರೆ ಎಂದು ಪಾಕ್ ಆರೋಪಿಸಿದೆ. ಆದರೆ ತಾಲಿಬಾನ್ ಈ ಆರೋಪವನ್ನು ತಳ್ಳಿಹಾಕಿದೆ. ಅಮೆರಿಕ ತನ್ನ ಹಿತಾಸಕ್ತಿಗಾಗಿ ಪಾಕಿಸ್ತಾನವನ್ನು ಬಳಸಿಕೊಳ್ಳುತ್ತಿದೆ ಎಂದು ಅಫ್ಘನ್ ಅಧಿಕಾರಿಗಳು ಟೀಕಿಸಿದ್ದಾರೆ. ಬಾಗ್ರಾಮ್ ವಾಯುನೆಲೆ ವಿಚಾರದಲ್ಲೂ ವಿವಾದ ಉಂಟಾಗಿದೆ ಎಂದು ಮೂಲಗಳು ಹೇಳಿವೆ.: [594, 1066, 764, 1127]
- figure-shape: [190, 210, 240, 290]
- logo-text: ಹೊಸ ದಿಗಂತ: [50, 35, 134, 57]
- unity-march-column: ಸರ್ದಾರ್150 ಯೂನಿಟಿ ಮಾರ್ಚ್ ಯುವ ವ್ಯವಹಾರಗಳು ಮತ್ತು ಕ್ರೀಡಾ ಸಚಿವಾಲಯ ಮತ್ತು ಮೈ ಭಾರತ್ ವೇದಿಕೆಯಲ್ಲಿ ಸ್ಥಾಪಿತವಾದ ರಾಷ್ಟ್ರವ್ಯಾಪಿ ಪಾದಯಾತ್ರೆ, ಸರ್ದಾರ್ ಜಯಂತಿ ಆಚರಣೆಯ ಭಾಗವಾಗಿ ನಡೆಯುತ್ತಿದೆ. ಯುವಕರು ದೇಶದ ಏಕತೆಗಾಗಿ ಹೆಜ್ಜೆ ಹಾಕುತ್ತಿದ್ದಾರೆ. ಕರಮ್‌ಸದ್‌ನಿಂದ ಕೆವಡಿಯಾವರೆಗೆ 152 ಕಿಮೀ ದೂರ ಕ್ರಮಿಸಲಿದೆ. ಏಕತೆಗಾಗಿ ಓಡಿ ಪ್ರಧಾನ ಮಂತ್ರಿ, ಕೇಂದ್ರ ಸಚಿವರು ದೇಶಾದ್ಯಂತ 'ರನ್ ಫಾರ್ ಯೂನಿಟಿ' ಓಟದಲ್ಲಿ ಭಾಗವಹಿಸಲಿದ್ದಾರೆ. ರಾಷ್ಟ್ರದ ಸಮಗ್ರತೆಗೆ ಜನರು ಪ್ರತಿಜ್ಞೆ ಸ್ವೀಕರಿಸಲಿದ್ದಾರೆ. 1928ರ ಬಾರ್ಡೋಲಿ ಸತ್ಯಾಗ್ರಹದಿಂದ ಪಟೇಲರು ದೇಶದ ಗಮನ ಸೆಳೆದರು. ಸ್ವಾತಂತ್ರ್ಯಾನಂತರ ಮೊದಲ ಉಪಪ್ರಧಾನಿ ಹಾಗೂ ಗೃಹ ಸಚಿವರಾಗಿ ರಾಷ್ಟ್ರ ನಿರ್ಮಾಣದಲ್ಲಿ ಮಹತ್ವದ ಪಾತ್ರ ವಹಿಸಿದರು. ಏಕ ಭಾರತ ಶ್ರೇಷ್ಠ ಭಾರತ: ಪಟೇಲ್ ಅವರ ದೂರದೃಷ್ಟಿ 2015ರಲ್ಲಿ ಪ್ರಧಾನಿ ನರೇಂದ್ರ ಮೋದಿ ಅವರು ಘೋಷಿಸಿದ ಏಕ್ ಭಾರತ್ ಶ್ರೇಷ್ಠ ಭಾರತ್ (ಇಬಿಎಸ್‌ಬಿ) ಯೋಜನೆ ಪಟೇಲರ ಏಕತೆಯ ದೃಷ್ಟಿಕೋನವನ್ನು ಮುಂದುವರಿಸುತ್ತದೆ.: [560, 450, 775, 810]
